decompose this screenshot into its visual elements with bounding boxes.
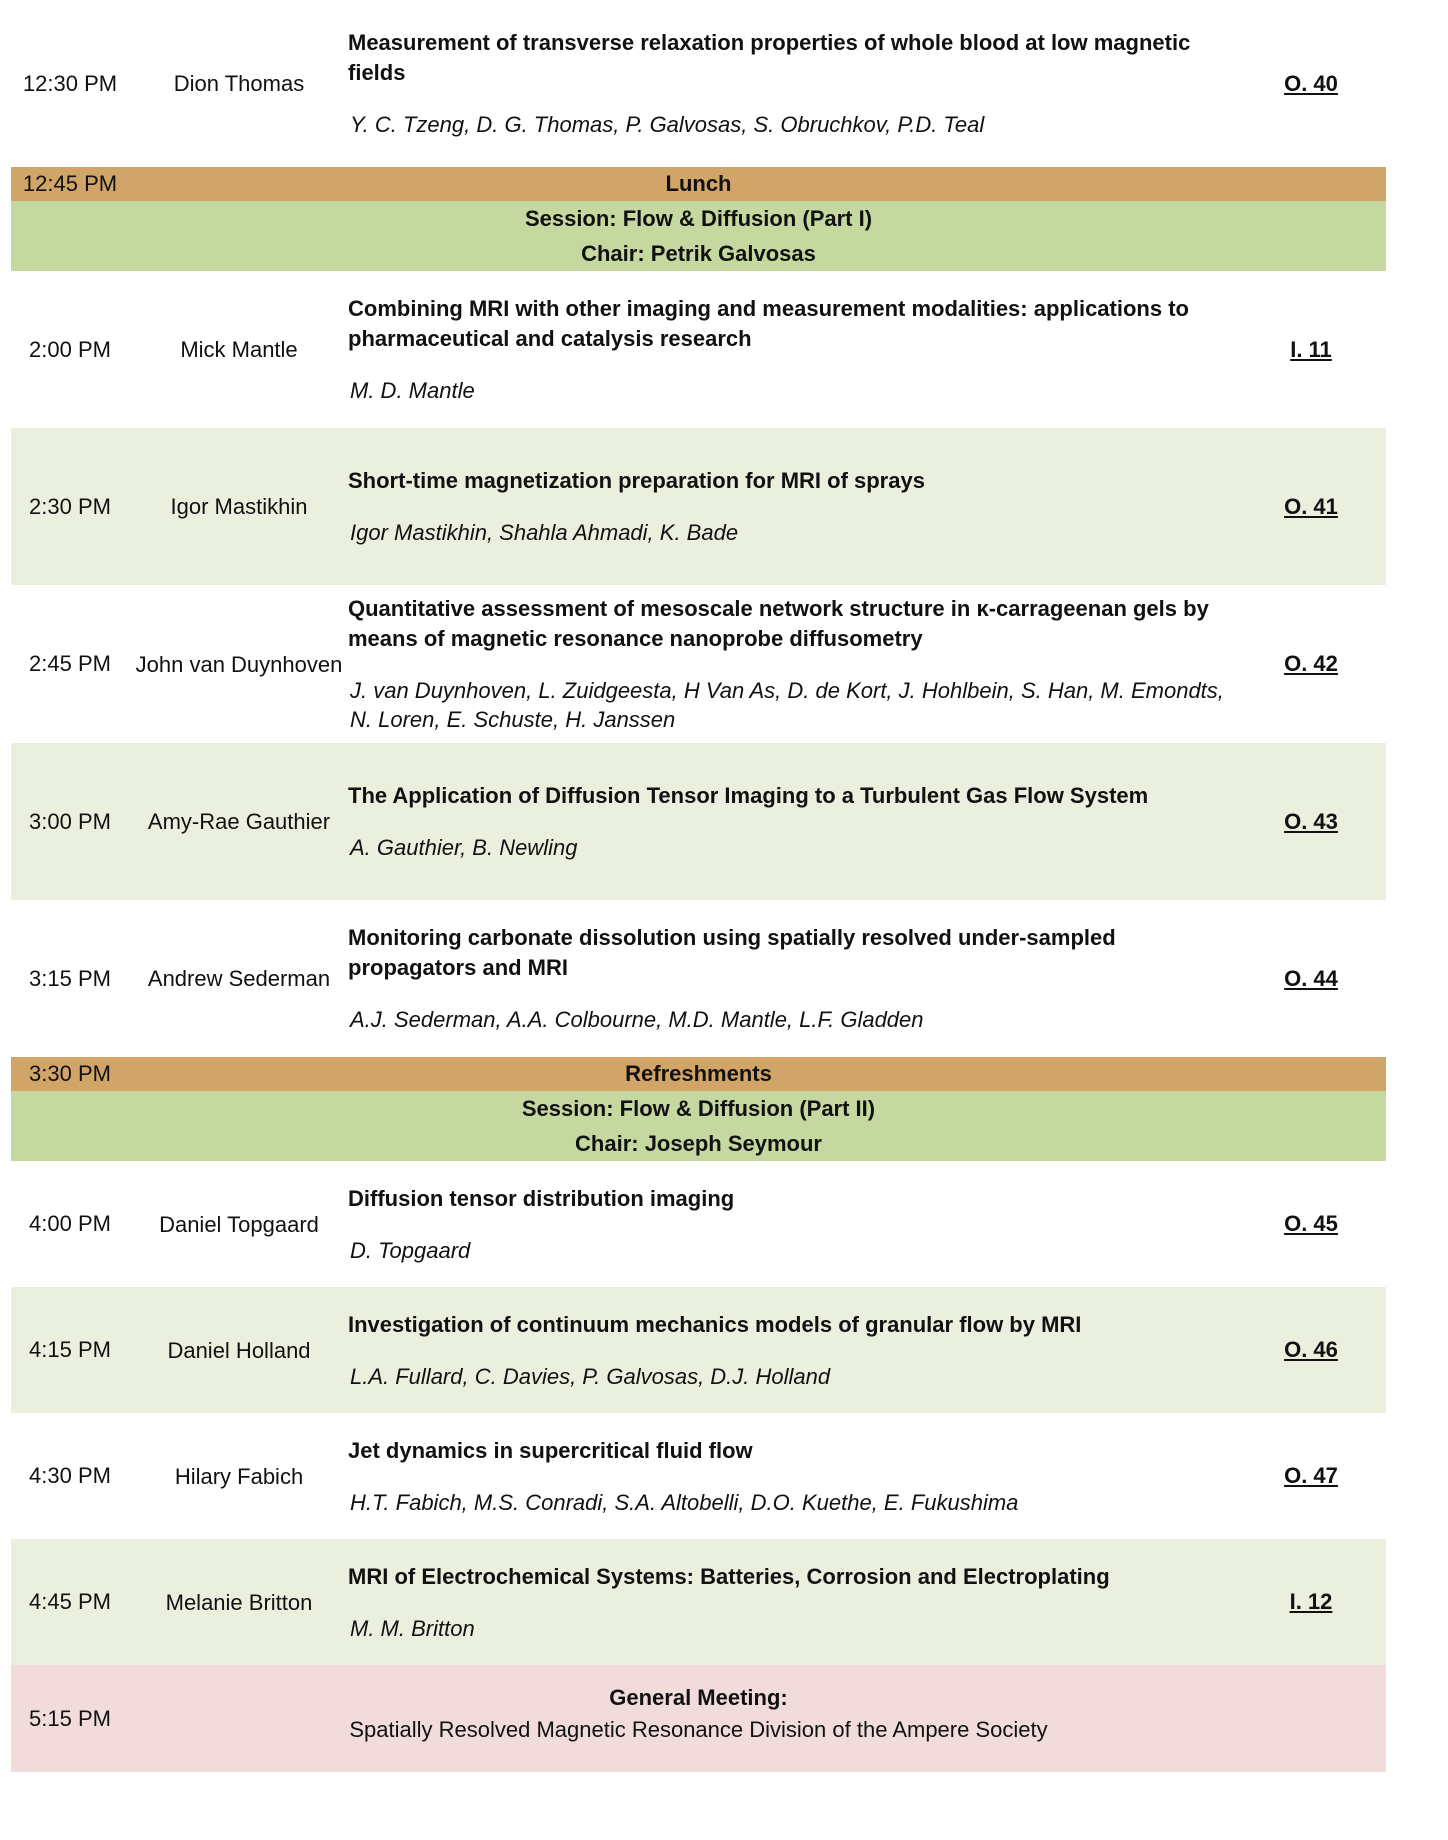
- talk-code-link[interactable]: O. 46: [1284, 1337, 1338, 1362]
- talk-authors: Igor Mastikhin, Shahla Ahmadi, K. Bade: [350, 520, 739, 545]
- talk-code-link[interactable]: O. 44: [1284, 965, 1338, 991]
- talk-speaker: Daniel Topgaard: [159, 1211, 319, 1237]
- talk-time: 2:30 PM: [29, 493, 111, 519]
- talk-code-link[interactable]: I. 11: [1290, 336, 1332, 362]
- talk-speaker: Daniel Holland: [167, 1337, 311, 1363]
- talk-content: [348, 743, 1248, 900]
- talk-row: [11, 900, 1386, 1057]
- talk-content: [348, 1539, 1248, 1665]
- talk-title: MRI of Electrochemical Systems: Batteries, Corrosion and Electroplating: [348, 1563, 1110, 1589]
- talk-content: [348, 428, 1248, 585]
- talk-time: 4:00 PM: [29, 1211, 111, 1236]
- conference-schedule: [11, 0, 1386, 1772]
- talk-authors: H.T. Fabich, M.S. Conradi, S.A. Altobelli, D.O. Kuethe, E. Fukushima: [350, 1489, 1019, 1515]
- talk-row: [11, 271, 1386, 428]
- talk-authors: L.A. Fullard, C. Davies, P. Galvosas, D.J. Holland: [350, 1363, 831, 1389]
- talk-content: [348, 1287, 1248, 1413]
- talk-code-link[interactable]: O. 43: [1284, 808, 1338, 834]
- talk-row: [11, 0, 1386, 167]
- meeting-description: Spatially Resolved Magnetic Resonance Division of the Ampere Society: [349, 1717, 1048, 1742]
- talk-title: Combining MRI with other imaging and measurement modalities: applications to pharmaceutical and catalysis research: [348, 296, 1189, 351]
- talk-time: 4:30 PM: [29, 1463, 111, 1488]
- talk-speaker: Amy-Rae Gauthier: [147, 809, 331, 834]
- talk-speaker: Hilary Fabich: [174, 1463, 304, 1489]
- talk-code-link[interactable]: O. 45: [1284, 1211, 1338, 1236]
- talk-speaker: Mick Mantle: [180, 337, 298, 362]
- talk-content: [348, 1161, 1248, 1287]
- break-label: Lunch: [665, 171, 732, 196]
- talk-speaker: Melanie Britton: [165, 1589, 313, 1615]
- talk-speaker: Andrew Sederman: [147, 966, 331, 991]
- talk-speaker: Igor Mastikhin: [170, 494, 308, 519]
- talk-code-link[interactable]: O. 40: [1284, 70, 1338, 96]
- talk-authors: A.J. Sederman, A.A. Colbourne, M.D. Mantle, L.F. Gladden: [350, 1007, 924, 1032]
- talk-title: Monitoring carbonate dissolution using spatially resolved under-sampled propagators and MRI: [348, 925, 1116, 980]
- talk-row: [11, 743, 1386, 900]
- session-chair: Chair: Joseph Seymour: [575, 1131, 822, 1156]
- talk-authors: M. D. Mantle: [350, 378, 475, 403]
- session-header: [11, 1091, 1386, 1161]
- break-row-lunch: [11, 167, 1386, 201]
- talk-authors: M. M. Britton: [350, 1615, 475, 1641]
- session-title: Session: Flow & Diffusion (Part I): [524, 206, 873, 231]
- talk-time: 3:00 PM: [29, 808, 111, 834]
- talk-row: [11, 1161, 1386, 1287]
- talk-time: 12:30 PM: [22, 70, 118, 96]
- talk-authors: Y. C. Tzeng, D. G. Thomas, P. Galvosas, S. Obruchkov, P.D. Teal: [350, 112, 985, 137]
- talk-code-link[interactable]: O. 47: [1284, 1463, 1338, 1488]
- session-chair: Chair: Petrik Galvosas: [581, 241, 816, 266]
- break-label: Refreshments: [625, 1061, 772, 1086]
- talk-content: [348, 1413, 1248, 1539]
- talk-content: [348, 271, 1248, 428]
- meeting-heading: General Meeting:: [609, 1685, 788, 1710]
- talk-authors: D. Topgaard: [350, 1237, 471, 1263]
- talk-title: The Application of Diffusion Tensor Imaging to a Turbulent Gas Flow System: [348, 783, 1149, 808]
- general-meeting-row: [11, 1665, 1386, 1772]
- talk-content: [348, 900, 1248, 1057]
- session-header: [11, 201, 1386, 271]
- talk-code-link[interactable]: I. 12: [1289, 1589, 1333, 1614]
- talk-content: [348, 0, 1248, 167]
- talk-authors: J. van Duynhoven, L. Zuidgeesta, H Van As, D. de Kort, J. Hohlbein, S. Han, M. Emondts, N. Loren, E. Schuste, H. Janssen: [350, 678, 1224, 732]
- talk-time: 2:45 PM: [29, 651, 111, 676]
- break-row-refreshments: [11, 1057, 1386, 1091]
- talk-authors: A. Gauthier, B. Newling: [350, 835, 578, 860]
- meeting-time: 5:15 PM: [29, 1705, 111, 1731]
- talk-title: Short-time magnetization preparation for MRI of sprays: [348, 468, 925, 493]
- talk-content: [348, 585, 1248, 743]
- break-time: 12:45 PM: [22, 171, 118, 196]
- talk-time: 4:15 PM: [29, 1337, 111, 1362]
- talk-time: 2:00 PM: [29, 336, 111, 362]
- break-time: 3:30 PM: [29, 1061, 111, 1086]
- talk-title: Jet dynamics in supercritical fluid flow: [348, 1437, 753, 1463]
- talk-time: 4:45 PM: [29, 1589, 111, 1614]
- talk-speaker: John van Duynhoven: [135, 651, 343, 677]
- talk-speaker: Dion Thomas: [173, 71, 305, 96]
- talk-code-link[interactable]: O. 41: [1284, 493, 1338, 519]
- talk-title: Investigation of continuum mechanics models of granular flow by MRI: [348, 1311, 1082, 1337]
- talk-row: [11, 1539, 1386, 1665]
- talk-row: [11, 585, 1386, 743]
- talk-time: 3:15 PM: [29, 965, 111, 991]
- talk-title: Quantitative assessment of mesoscale network structure in κ-carrageenan gels by means of magnetic resonance nanoprobe diffusometry: [348, 596, 1209, 651]
- talk-title: Measurement of transverse relaxation properties of whole blood at low magnetic fields: [348, 30, 1191, 85]
- talk-row: [11, 428, 1386, 585]
- talk-title: Diffusion tensor distribution imaging: [348, 1185, 735, 1211]
- session-title: Session: Flow & Diffusion (Part II): [521, 1096, 876, 1121]
- talk-code-link[interactable]: O. 42: [1284, 651, 1338, 676]
- talk-row: [11, 1413, 1386, 1539]
- talk-row: [11, 1287, 1386, 1413]
